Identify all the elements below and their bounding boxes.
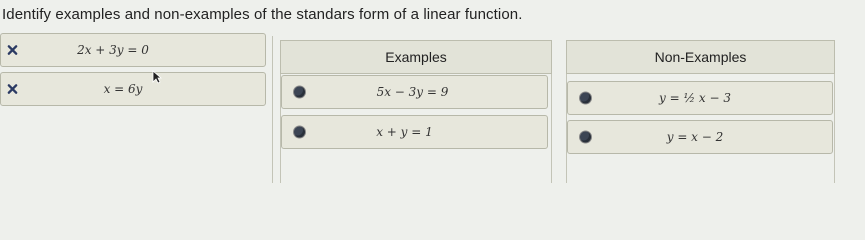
x-mark-icon	[7, 84, 18, 95]
nonexamples-label: Non-Examples	[654, 49, 747, 65]
pool-tile-1[interactable]	[0, 33, 266, 67]
nonexamples-tile-2[interactable]	[567, 120, 833, 154]
examples-label: Examples	[385, 49, 447, 65]
nonexamples-header	[566, 40, 835, 74]
pool-tile-expr: 2x + 3y = 0	[77, 43, 149, 57]
mouse-cursor-icon	[152, 70, 162, 84]
examples-header	[280, 40, 552, 74]
nonexamples-tile-expr: y = ½ x − 3	[659, 91, 731, 105]
examples-tile-expr: 5x − 3y = 9	[376, 85, 449, 99]
dot-icon	[294, 87, 305, 98]
examples-tile-1[interactable]	[281, 75, 548, 109]
x-mark-icon	[7, 45, 18, 56]
examples-tile-expr: x + y = 1	[376, 125, 433, 139]
dot-icon	[580, 93, 591, 104]
dot-icon	[294, 127, 305, 138]
pool-tile-expr: x = 6y	[103, 82, 143, 96]
instructions-text: Identify examples and non-examples of the standars form of a linear function.	[2, 6, 523, 23]
nonexamples-tile-expr: y = x − 2	[666, 130, 724, 144]
dot-icon	[580, 132, 591, 143]
pool-tile-2[interactable]	[0, 72, 266, 106]
nonexamples-tile-1[interactable]	[567, 81, 833, 115]
examples-tile-2[interactable]	[281, 115, 548, 149]
